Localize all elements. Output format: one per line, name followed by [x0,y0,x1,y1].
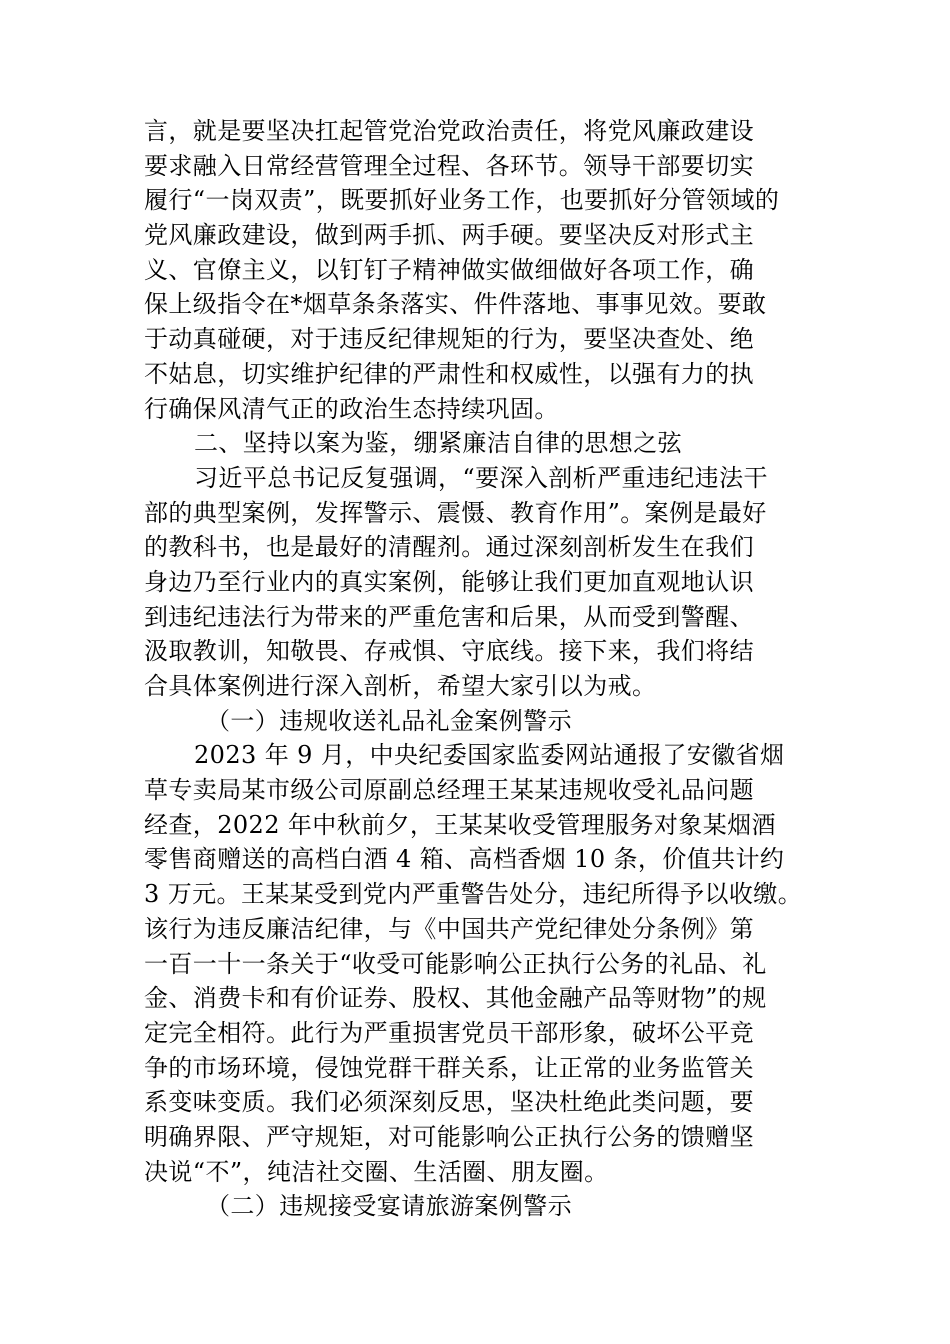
text-line: 一百一十一条关于“收受可能影响公正执行公务的礼品、礼 [144,949,767,978]
text-line: 履行“一岗双责”，既要抓好业务工作，也要抓好分管领域的 [144,186,780,215]
text-line: 保上级指令在*烟草条条落实、件件落地、事事见效。要敢 [144,290,767,319]
text-line: 3 万元。王某某受到党内严重警告处分，违纪所得予以收缴。 [144,880,803,909]
text-line: 明确界限、严守规矩，对可能影响公正执行公务的馈赠坚 [144,1122,754,1151]
text-line: 系变味变质。我们必须深刻反思，坚决杜绝此类问题，要 [144,1088,754,1117]
text-line: 金、消费卡和有价证券、股权、其他金融产品等财物”的规 [144,984,767,1013]
text-line: 要求融入日常经营管理全过程、各环节。领导干部要切实 [144,151,754,180]
text-line: 义、官僚主义，以钉钉子精神做实做细做好各项工作，确 [144,255,754,284]
subsection-heading: （一）违规收送礼品礼金案例警示 [206,706,572,735]
document-body [144,114,834,1224]
text-line: 行确保风清气正的政治生态持续巩固。 [144,394,559,423]
text-line: 言，就是要坚决扛起管党治党政治责任，将党风廉政建设 [144,117,754,145]
text-line: 不姑息，切实维护纪律的严肃性和权威性，以强有力的执 [144,359,754,388]
text-line: 草专卖局某市级公司原副总经理王某某违规收受礼品问题 [144,776,754,805]
section-heading: 二、坚持以案为鉴，绷紧廉洁自律的思想之弦 [194,429,682,458]
text-line: 定完全相符。此行为严重损害党员干部形象，破坏公平竞 [144,1018,754,1047]
subsection-heading: （二）违规接受宴请旅游案例警示 [206,1192,572,1221]
text-line: 争的市场环境，侵蚀党群干群关系，让正常的业务监管关 [144,1053,754,1082]
text-line: 于动真碰硬，对于违反纪律规矩的行为，要坚决查处、绝 [144,325,754,354]
text-line: 零售商赠送的高档白酒 4 箱、高档香烟 10 条，价值共计约 [144,845,785,874]
paragraph-start: 习近平总书记反复强调，“要深入剖析严重违纪违法干 [194,463,768,492]
text-line: 党风廉政建设，做到两手抓、两手硬。要坚决反对形式主 [144,221,754,250]
paragraph-start: 2023 年 9 月，中央纪委国家监委网站通报了安徽省烟 [194,741,785,770]
text-line: 到违纪违法行为带来的严重危害和后果，从而受到警醒、 [144,602,754,631]
text-line: 该行为违反廉洁纪律，与《中国共产党纪律处分条例》第 [144,914,754,943]
text-line: 经查，2022 年中秋前夕，王某某收受管理服务对象某烟酒 [144,810,776,839]
text-line: 身边乃至行业内的真实案例，能够让我们更加直观地认识 [144,567,754,596]
text-line: 汲取教训，知敬畏、存戒惧、守底线。接下来，我们将结 [144,637,754,666]
text-line: 的教科书，也是最好的清醒剂。通过深刻剖析发生在我们 [144,533,754,562]
text-line: 部的典型案例，发挥警示、震慑、教育作用”。案例是最好 [144,498,767,527]
text-line: 合具体案例进行深入剖析，希望大家引以为戒。 [144,672,657,700]
text-line: 决说“不”，纯洁社交圈、生活圈、朋友圈。 [144,1157,609,1186]
